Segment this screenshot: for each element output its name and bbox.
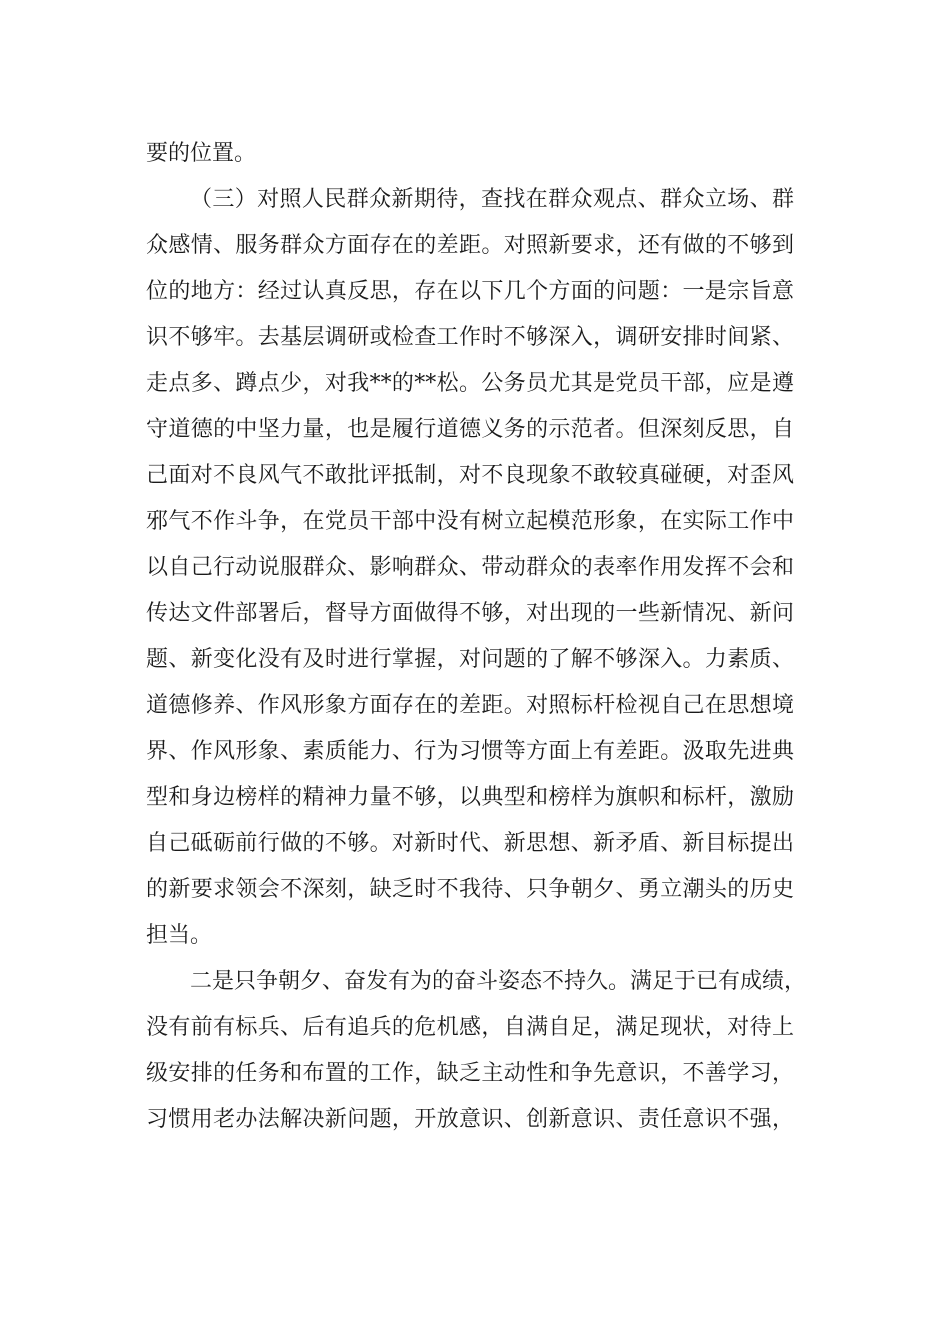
text-line: 担当。	[146, 923, 213, 948]
text-line: 型和身边榜样的精神力量不够，以典型和榜样为旗帜和标杆，激励	[146, 785, 794, 810]
text-line: 邪气不作斗争，在党员干部中没有树立起模范形象，在实际工作中	[146, 509, 794, 534]
text-line: 自己砥砺前行做的不够。对新时代、新思想、新矛盾、新目标提出	[146, 831, 794, 856]
text-line: 要的位置。	[146, 141, 257, 166]
text-line: （三）对照人民群众新期待，查找在群众观点、群众立场、群	[190, 187, 794, 212]
text-line: 传达文件部署后，督导方面做得不够，对出现的一些新情况、新问	[146, 601, 794, 626]
text-line: 走点多、蹲点少，对我**的**松。公务员尤其是党员干部，应是遵	[146, 371, 794, 396]
text-line: 道德修养、作风形象方面存在的差距。对照标杆检视自己在思想境	[146, 693, 794, 718]
text-line: 识不够牢。去基层调研或检查工作时不够深入，调研安排时间紧、	[146, 325, 794, 350]
text-line: 守道德的中坚力量，也是履行道德义务的示范者。但深刻反思，自	[146, 417, 794, 442]
text-line: 没有前有标兵、后有追兵的危机感，自满自足，满足现状，对待上	[146, 1015, 794, 1040]
text-line: 界、作风形象、素质能力、行为习惯等方面上有差距。汲取先进典	[146, 739, 794, 764]
text-line: 己面对不良风气不敢批评抵制，对不良现象不敢较真碰硬，对歪风	[146, 463, 794, 488]
text-line: 位的地方：经过认真反思，存在以下几个方面的问题：一是宗旨意	[146, 279, 794, 304]
text-line: 众感情、服务群众方面存在的差距。对照新要求，还有做的不够到	[146, 233, 794, 258]
text-line: 题、新变化没有及时进行掌握，对问题的了解不够深入。力素质、	[146, 647, 794, 672]
text-line: 的新要求领会不深刻，缺乏时不我待、只争朝夕、勇立潮头的历史	[146, 877, 794, 902]
text-line: 二是只争朝夕、奋发有为的奋斗姿态不持久。满足于已有成绩，	[190, 969, 807, 994]
text-line: 级安排的任务和布置的工作，缺乏主动性和争先意识，不善学习，	[146, 1061, 794, 1086]
text-line: 习惯用老办法解决新问题，开放意识、创新意识、责任意识不强，	[146, 1107, 794, 1132]
text-line: 以自己行动说服群众、影响群众、带动群众的表率作用发挥不会和	[146, 555, 794, 580]
